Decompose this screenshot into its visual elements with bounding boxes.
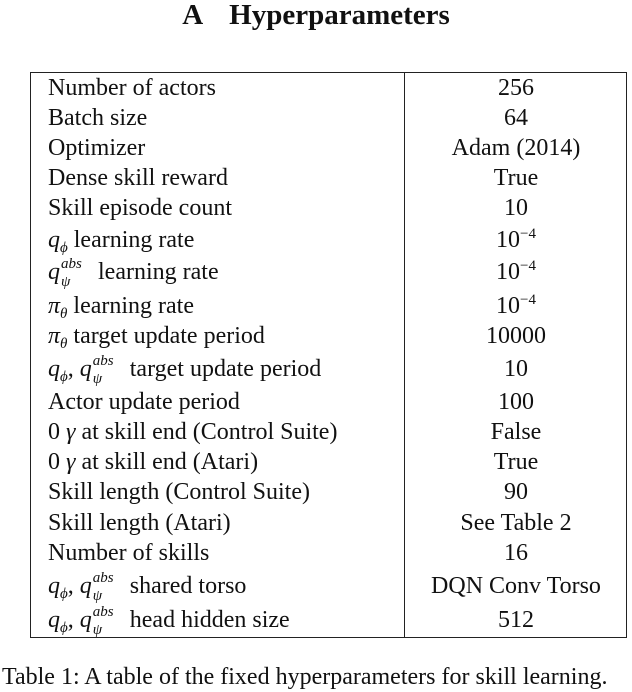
param-name: Batch size <box>48 105 148 131</box>
section-number: A <box>182 0 204 31</box>
param-name-text: shared torso <box>129 573 247 599</box>
param-name: Skill length (Control Suite) <box>48 479 310 505</box>
param-value: True <box>493 449 539 475</box>
table-row <box>31 508 626 538</box>
math-comma: , <box>67 356 74 382</box>
param-name-text: head hidden size <box>129 607 290 633</box>
math-q: q <box>48 607 60 633</box>
math-phi: ϕ <box>60 369 68 385</box>
param-name: Optimizer <box>48 135 146 161</box>
math-phi: ϕ <box>60 586 68 602</box>
param-name <box>48 417 398 447</box>
math-psi: ψ <box>61 274 71 290</box>
param-value: See Table 2 <box>460 510 572 536</box>
table-row <box>31 387 626 417</box>
param-value: 90 <box>504 479 528 505</box>
param-name-text: learning rate <box>73 227 195 253</box>
math-pi: π <box>48 293 61 319</box>
math-pi: π <box>48 323 61 349</box>
param-name: Skill episode count <box>48 195 232 221</box>
param-name <box>48 604 398 638</box>
param-name: Skill length (Atari) <box>48 510 231 536</box>
table-row <box>31 417 626 447</box>
param-value: DQN Conv Torso <box>431 573 601 599</box>
param-name: Actor update period <box>48 389 240 415</box>
param-value: False <box>490 419 542 445</box>
math-abs: abs <box>92 353 114 369</box>
section-title: Hyperparameters <box>229 0 450 31</box>
param-name <box>48 291 398 321</box>
param-value <box>405 291 627 321</box>
value-exponent: −4 <box>520 258 536 274</box>
table-row <box>31 570 626 604</box>
table-row <box>31 353 626 387</box>
param-value: 512 <box>498 607 534 633</box>
param-name <box>48 353 398 387</box>
param-value: True <box>493 165 539 191</box>
table-row <box>31 163 626 193</box>
math-q: q <box>48 573 60 599</box>
section-heading <box>0 0 632 30</box>
param-name-text: target update period <box>73 323 265 349</box>
table-row <box>31 256 626 290</box>
param-value <box>405 225 627 255</box>
math-theta: θ <box>60 336 68 352</box>
math-abs: abs <box>92 570 114 586</box>
table-row <box>31 447 626 477</box>
table-row <box>31 604 626 638</box>
table-caption: Table 1: A table of the fixed hyperparameters for skill learning. <box>2 664 608 690</box>
table-row <box>31 477 626 507</box>
param-name: Dense skill reward <box>48 165 228 191</box>
value-exponent: −4 <box>520 292 536 308</box>
table-row <box>31 321 626 351</box>
param-value: 10000 <box>486 323 546 349</box>
math-q: q <box>48 356 60 382</box>
param-value: 100 <box>498 389 534 415</box>
param-name-prefix: 0 <box>48 419 60 445</box>
value-base: 10 <box>496 227 521 253</box>
param-value: 16 <box>504 540 528 566</box>
math-q: q <box>79 356 92 382</box>
param-name-text: at skill end (Atari) <box>81 449 259 475</box>
math-q: q <box>48 259 60 285</box>
math-comma: , <box>67 573 74 599</box>
param-name: Number of skills <box>48 540 210 566</box>
table-row <box>31 133 626 163</box>
table-row <box>31 73 626 103</box>
param-name-text: learning rate <box>73 293 195 319</box>
param-name-text: target update period <box>129 356 322 382</box>
param-name <box>48 256 398 290</box>
math-phi: ϕ <box>60 620 68 636</box>
math-psi: ψ <box>92 622 103 638</box>
param-value <box>405 257 627 287</box>
param-value: Adam (2014) <box>451 135 581 161</box>
param-name: Number of actors <box>48 75 216 101</box>
math-gamma: γ <box>66 449 76 475</box>
math-comma: , <box>67 607 74 633</box>
param-name <box>48 225 398 255</box>
math-abs: abs <box>92 604 114 620</box>
param-value: 256 <box>498 75 534 101</box>
math-psi: ψ <box>92 588 103 604</box>
math-psi: ψ <box>92 371 103 387</box>
math-abs: abs <box>61 256 82 272</box>
math-theta: θ <box>60 306 68 322</box>
table-row <box>31 193 626 223</box>
param-value: 10 <box>504 195 528 221</box>
param-name-prefix: 0 <box>48 449 60 475</box>
param-name-text: at skill end (Control Suite) <box>81 419 338 445</box>
math-phi: ϕ <box>60 240 68 256</box>
param-value: 10 <box>504 356 528 382</box>
math-q: q <box>79 573 92 599</box>
param-name <box>48 447 398 477</box>
value-base: 10 <box>496 259 521 285</box>
param-name-text: learning rate <box>98 259 219 285</box>
value-exponent: −4 <box>520 226 536 242</box>
table-row <box>31 225 626 255</box>
table-row <box>31 538 626 568</box>
param-value: 64 <box>504 105 528 131</box>
value-base: 10 <box>496 293 521 319</box>
hyperparameter-table <box>30 72 627 638</box>
math-q: q <box>48 227 60 253</box>
math-gamma: γ <box>66 419 76 445</box>
table-row <box>31 291 626 321</box>
math-q: q <box>79 607 92 633</box>
table-row <box>31 103 626 133</box>
